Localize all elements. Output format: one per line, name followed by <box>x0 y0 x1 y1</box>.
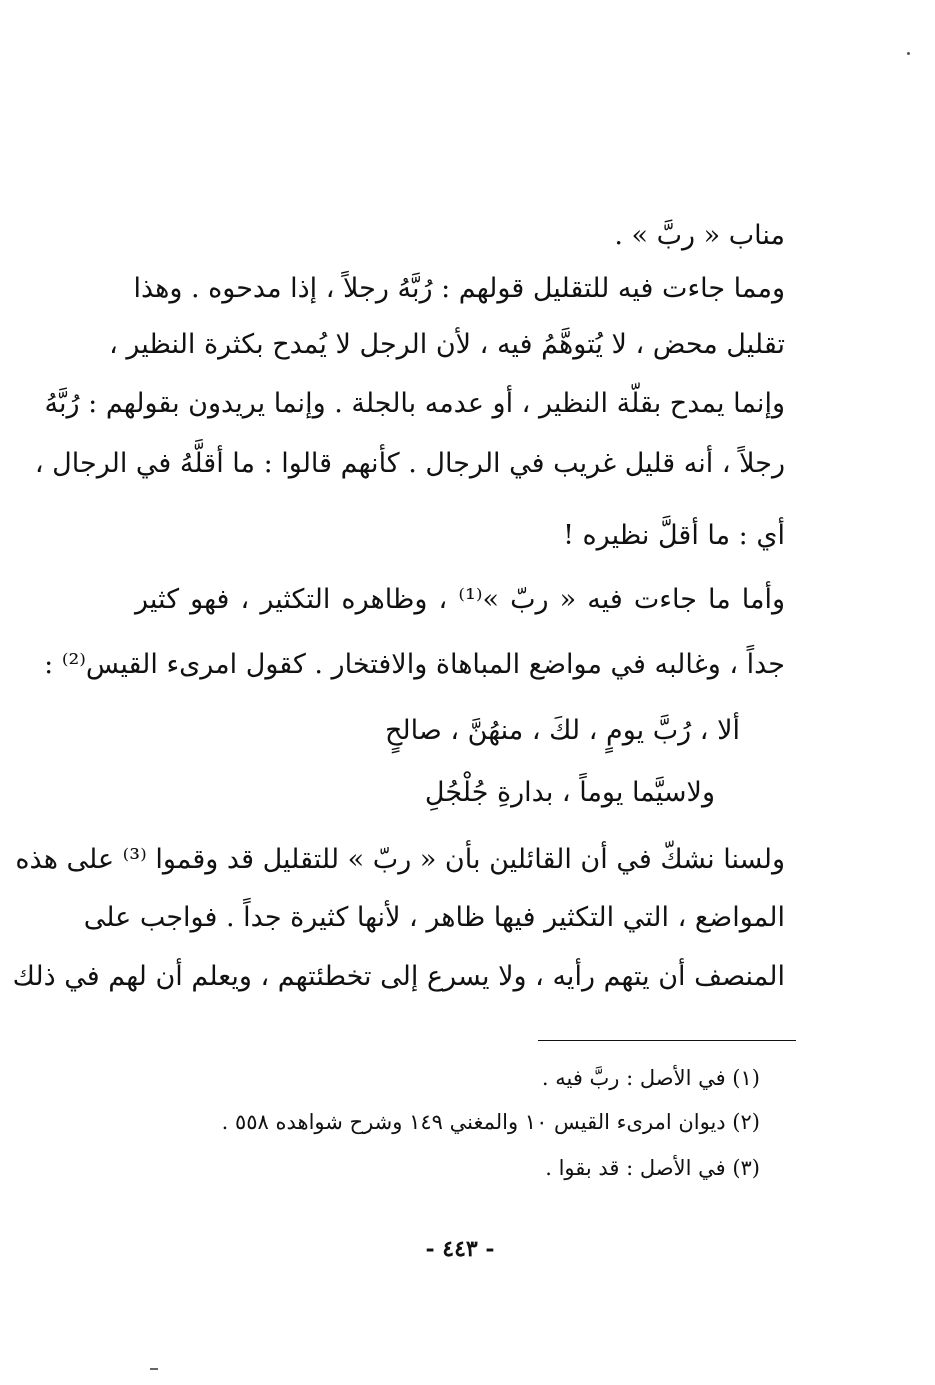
body-line-3: تقليل محض ، لا يُتوهَّمُ فيه ، لأن الرجل لا يُمدح بكثرة النظير ، <box>109 329 785 360</box>
scan-speck <box>907 52 910 55</box>
body-line-4: وإنما يمدح بقلّة النظير ، أو عدمه بالجلة . وإنما يريدون بقولهم : رُبَّهُ <box>44 388 785 419</box>
verse-line-1: ألا ، رُبَّ يومٍ ، لكَ ، منهُنَّ ، صالحٍ <box>384 715 740 746</box>
body-line-1: مناب « ربَّ » . <box>614 220 785 251</box>
footnote-3: (٣) في الأصل : قد بقوا . <box>545 1156 760 1180</box>
body-line-6: أي : ما أقلَّ نظيره ! <box>563 520 785 551</box>
body-line-7: وأما ما جاءت فيه « ربّ »⁽¹⁾ ، وظاهره التكثير ، فهو كثير <box>135 584 785 615</box>
body-line-2: ومما جاءت فيه للتقليل قولهم : رُبَّهُ رجلاً ، إذا مدحوه . وهذا <box>133 273 785 304</box>
footnote-1: (١) في الأصل : ربَّ فيه . <box>541 1066 760 1090</box>
body-line-11: المنصف أن يتهم رأيه ، ولا يسرع إلى تخطئتهم ، ويعلم أن لهم في ذلك <box>12 961 785 992</box>
body-line-10: المواضع ، التي التكثير فيها ظاهر ، لأنها كثيرة جداً . فواجب على <box>83 902 785 933</box>
body-line-8: جداً ، وغالبه في مواضع المباهاة والافتخار . كقول امرىء القيس⁽²⁾ : <box>44 649 785 680</box>
page-number: - ٤٤٣ - <box>425 1236 495 1262</box>
footnote-2: (٢) ديوان امرىء القيس ١٠ والمغني ١٤٩ وشرح شواهده ٥٥٨ . <box>221 1110 760 1134</box>
scan-speck-bottom <box>150 1368 158 1370</box>
body-line-9: ولسنا نشكّ في أن القائلين بأن « ربّ » للتقليل قد وقموا ⁽³⁾ على هذه <box>15 844 785 875</box>
body-line-5: رجلاً ، أنه قليل غريب في الرجال . كأنهم قالوا : ما أقلَّهُ في الرجال ، <box>34 448 785 479</box>
footnote-separator <box>538 1040 796 1041</box>
verse-line-2: ولاسيَّما يوماً ، بدارةِ جُلْجُلِ <box>424 777 715 808</box>
